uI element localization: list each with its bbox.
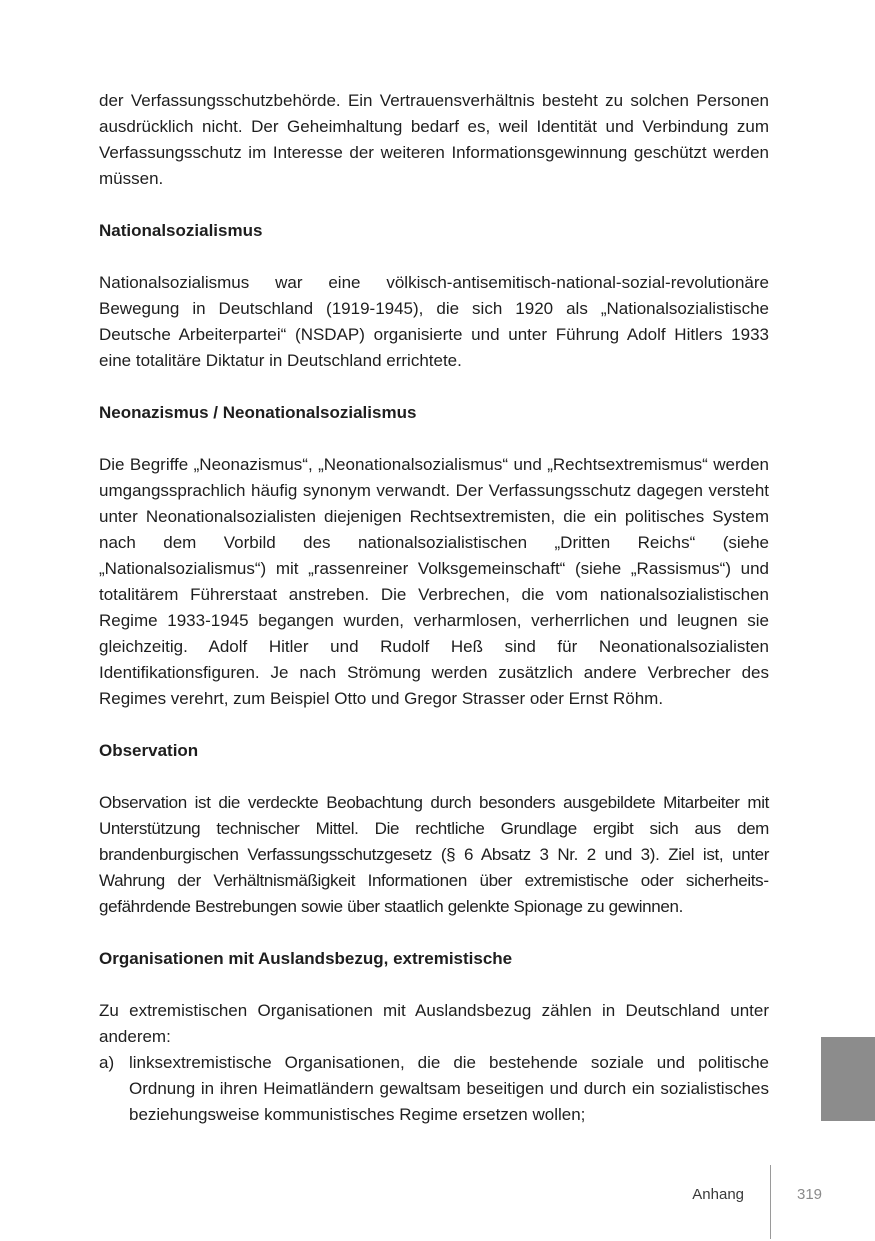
- footer-section-label: Anhang: [692, 1186, 744, 1203]
- footer-divider: [770, 1165, 771, 1239]
- section-heading-organisationen: Organisationen mit Auslandsbezug, extremistische: [99, 949, 513, 968]
- document-body: [99, 88, 769, 1128]
- section-heading-neonazismus: Neonazismus / Neonationalsozialismus: [99, 403, 417, 422]
- list-marker: a): [99, 1053, 115, 1072]
- page-number: 319: [797, 1186, 823, 1203]
- section-heading-nationalsozialismus: Nationalsozialismus: [99, 221, 263, 240]
- list-item: [99, 1050, 769, 1128]
- section-heading-observation: Observation: [99, 741, 199, 760]
- section-text-nationalsozialismus: Nationalsozialismus war eine völkisch-antisemitisch-national-sozial-revolutionäre Bewegung in Deutschland (1919-1945), die sich 1920 als „Nationalsozialistische Deutsche Arbeiterpartei“ (NSDAP) organisierte und unter Führung Adolf Hitlers 1933 eine totalitäre Diktatur in Deutschland errichtete.: [99, 273, 769, 370]
- section-text-neonazismus: Die Begriffe „Neonazismus“, „Neonationalsozialismus“ und „Rechtsextremismus“ werden umgangssprachlich häufig synonym verwandt. Der Verfassungsschutz dagegen versteht unter Neonationalsozialisten diejenigen Rechtsextremisten, die ein politisches System nach dem Vorbild des nationalsozialistischen „Dritten Reichs“ (siehe „Nationalsozialismus“) mit „rassenreiner Volksgemeinschaft“ (siehe „Rassismus“) und totalitärem Führerstaat anstreben. Die Verbrechen, die vom nationalsozialistischen Regime 1933-1945 begangen wurden, verharmlosen, verherrlichen und leugnen sie gleichzeitig. Adolf Hitler und Rudolf Heß sind für Neonationalsozialisten Identifikationsfiguren. Je nach Strömung werden zusätzlich andere Verbrecher des Regimes verehrt, zum Beispiel Otto und Gregor Strasser oder Ernst Röhm.: [99, 455, 769, 708]
- chapter-tab-marker: [821, 1037, 875, 1121]
- intro-paragraph: der Verfassungsschutzbehörde. Ein Vertrauensverhältnis besteht zu solchen Personen ausdrücklich nicht. Der Geheimhaltung bedarf es, weil Identität und Verbindung zum Verfassungsschutz im Interesse der weiteren Informationsgewinnung geschützt werden müssen.: [99, 91, 769, 188]
- section-text-organisationen: Zu extremistischen Organisationen mit Auslandsbezug zählen in Deutschland unter anderem:: [99, 1001, 769, 1046]
- list-item-text: linksextremistische Organisationen, die die bestehende soziale und politische Ordnung in ihren Heimatländern gewaltsam beseitigen und durch ein sozialistisches beziehungsweise kommunistisches Regime ersetzen wollen;: [129, 1053, 769, 1124]
- section-text-observation: Observation ist die verdeckte Beobachtung durch besonders ausgebildete Mitarbeiter mit Unterstützung technischer Mittel. Die rechtliche Grundlage ergibt sich aus dem brandenburgischen Verfassungsschutzgesetz (§ 6 Absatz 3 Nr. 2 und 3). Ziel ist, unter Wahrung der Verhältnismäßigkeit Informationen über extremistische oder sicherheitsgefährdende Bestrebungen sowie über staatlich gelenkte Spionage zu gewinnen.: [99, 793, 769, 916]
